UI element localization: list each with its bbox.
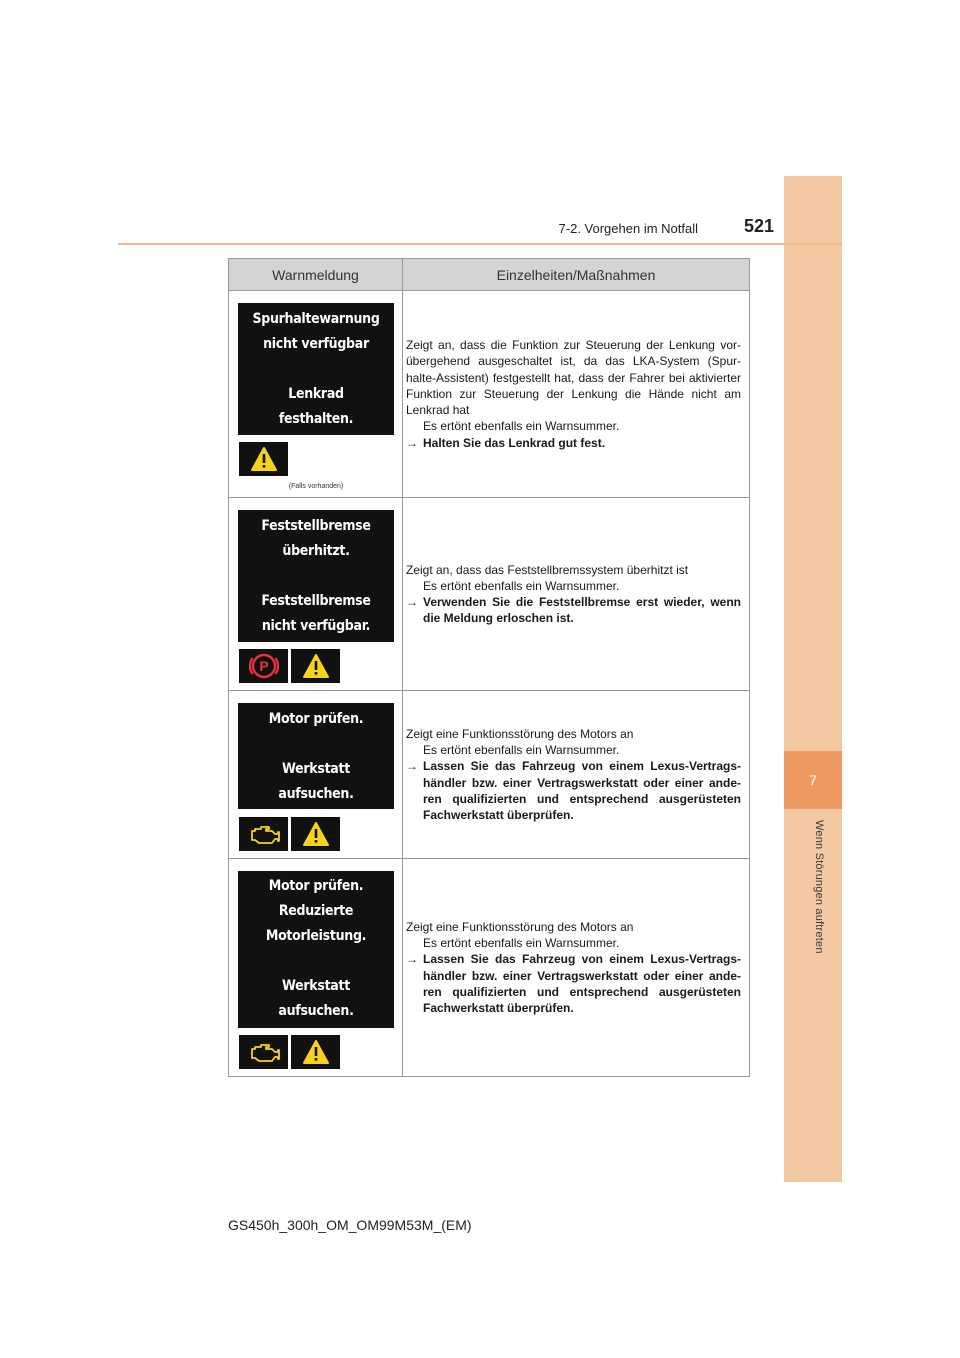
arrow-icon: → xyxy=(406,595,418,609)
warning-triangle-icon xyxy=(291,649,340,683)
action-text: Verwenden Sie die Feststellbremse erst wieder, wenn die Meldung erloschen ist. xyxy=(423,595,741,626)
table-header-row xyxy=(229,259,750,291)
buzzer-note: Es ertönt ebenfalls ein Warnsummer. xyxy=(423,743,620,758)
description: Zeigt an, dass die Funktion zur Steuerung der Lenkung vor-übergehend ausgeschaltet ist, da das LKA-System (Spur-halte-Assistent) festgestellt hat, dass der Fahrer bei aktivierter Funktion zur Steuerung der Lenkung die Hände nicht am Lenkrad hat xyxy=(406,338,741,418)
table-row xyxy=(229,498,750,691)
buzzer-note: Es ertönt ebenfalls ein Warnsummer. xyxy=(423,936,620,951)
section-title: 7-2. Vorgehen im Notfall xyxy=(558,221,698,236)
warning-cell xyxy=(229,498,403,691)
column-header-warning: Warnmeldung xyxy=(229,259,403,291)
warning-cell xyxy=(229,859,403,1077)
chapter-title: Wenn Störungen auftreten xyxy=(813,820,825,954)
parking-brake-icon xyxy=(239,649,288,683)
page-number: 521 xyxy=(744,216,775,236)
display-message: Spurhaltewarnung nicht verfügbar Lenkrad festhalten. xyxy=(238,303,394,435)
warning-cell xyxy=(229,291,403,498)
details-cell xyxy=(403,859,750,1077)
chapter-number: 7 xyxy=(784,751,842,809)
warning-cell xyxy=(229,691,403,859)
availability-note: (Falls vorhanden) xyxy=(288,483,344,490)
column-header-details: Einzelheiten/Maßnahmen xyxy=(403,259,750,291)
warning-table xyxy=(228,258,750,1077)
table-row xyxy=(229,291,750,498)
buzzer-note: Es ertönt ebenfalls ein Warnsummer. xyxy=(423,419,620,434)
buzzer-note: Es ertönt ebenfalls ein Warnsummer. xyxy=(423,578,620,593)
display-message: Feststellbremse überhitzt. Feststellbremse nicht verfügbar. xyxy=(238,510,394,642)
display-message: Motor prüfen. Werkstatt aufsuchen. xyxy=(238,703,394,809)
svg-text:P: P xyxy=(258,658,269,674)
header-rule xyxy=(118,243,842,245)
details-cell xyxy=(403,498,750,691)
warning-triangle-icon xyxy=(239,442,288,476)
side-tab xyxy=(784,176,842,1182)
arrow-icon: → xyxy=(406,759,418,774)
table-row xyxy=(229,691,750,859)
engine-icon xyxy=(239,817,288,851)
description: Zeigt eine Funktionsstörung des Motors an xyxy=(406,919,634,934)
arrow-icon: → xyxy=(406,435,418,450)
engine-icon xyxy=(239,1035,288,1069)
description: Zeigt an, dass das Feststellbremssystem überhitzt ist xyxy=(406,562,689,577)
action-text: Halten Sie das Lenkrad gut fest. xyxy=(423,435,606,450)
description: Zeigt eine Funktionsstörung des Motors an xyxy=(406,726,634,741)
warning-triangle-icon xyxy=(291,817,340,851)
document-id: GS450h_300h_OM_OM99M53M_(EM) xyxy=(228,1217,472,1233)
action-text: Lassen Sie das Fahrzeug von einem Lexus-Vertrags-händler bzw. einer Vertragswerkstatt oder einer ande-ren qualifizierten und entsprechend ausgerüsteten Fachwerkstatt überprüfen. xyxy=(423,759,741,822)
details-cell xyxy=(403,291,750,498)
arrow-icon: → xyxy=(406,952,418,967)
display-message: Motor prüfen. Reduzierte Motorleistung. Werkstatt aufsuchen. xyxy=(238,871,394,1028)
details-cell xyxy=(403,691,750,859)
table-row xyxy=(229,859,750,1077)
action-text: Lassen Sie das Fahrzeug von einem Lexus-Vertrags-händler bzw. einer Vertragswerkstatt oder einer ande-ren qualifizierten und entsprechend ausgerüsteten Fachwerkstatt überprüfen. xyxy=(423,952,741,1015)
warning-triangle-icon xyxy=(291,1035,340,1069)
